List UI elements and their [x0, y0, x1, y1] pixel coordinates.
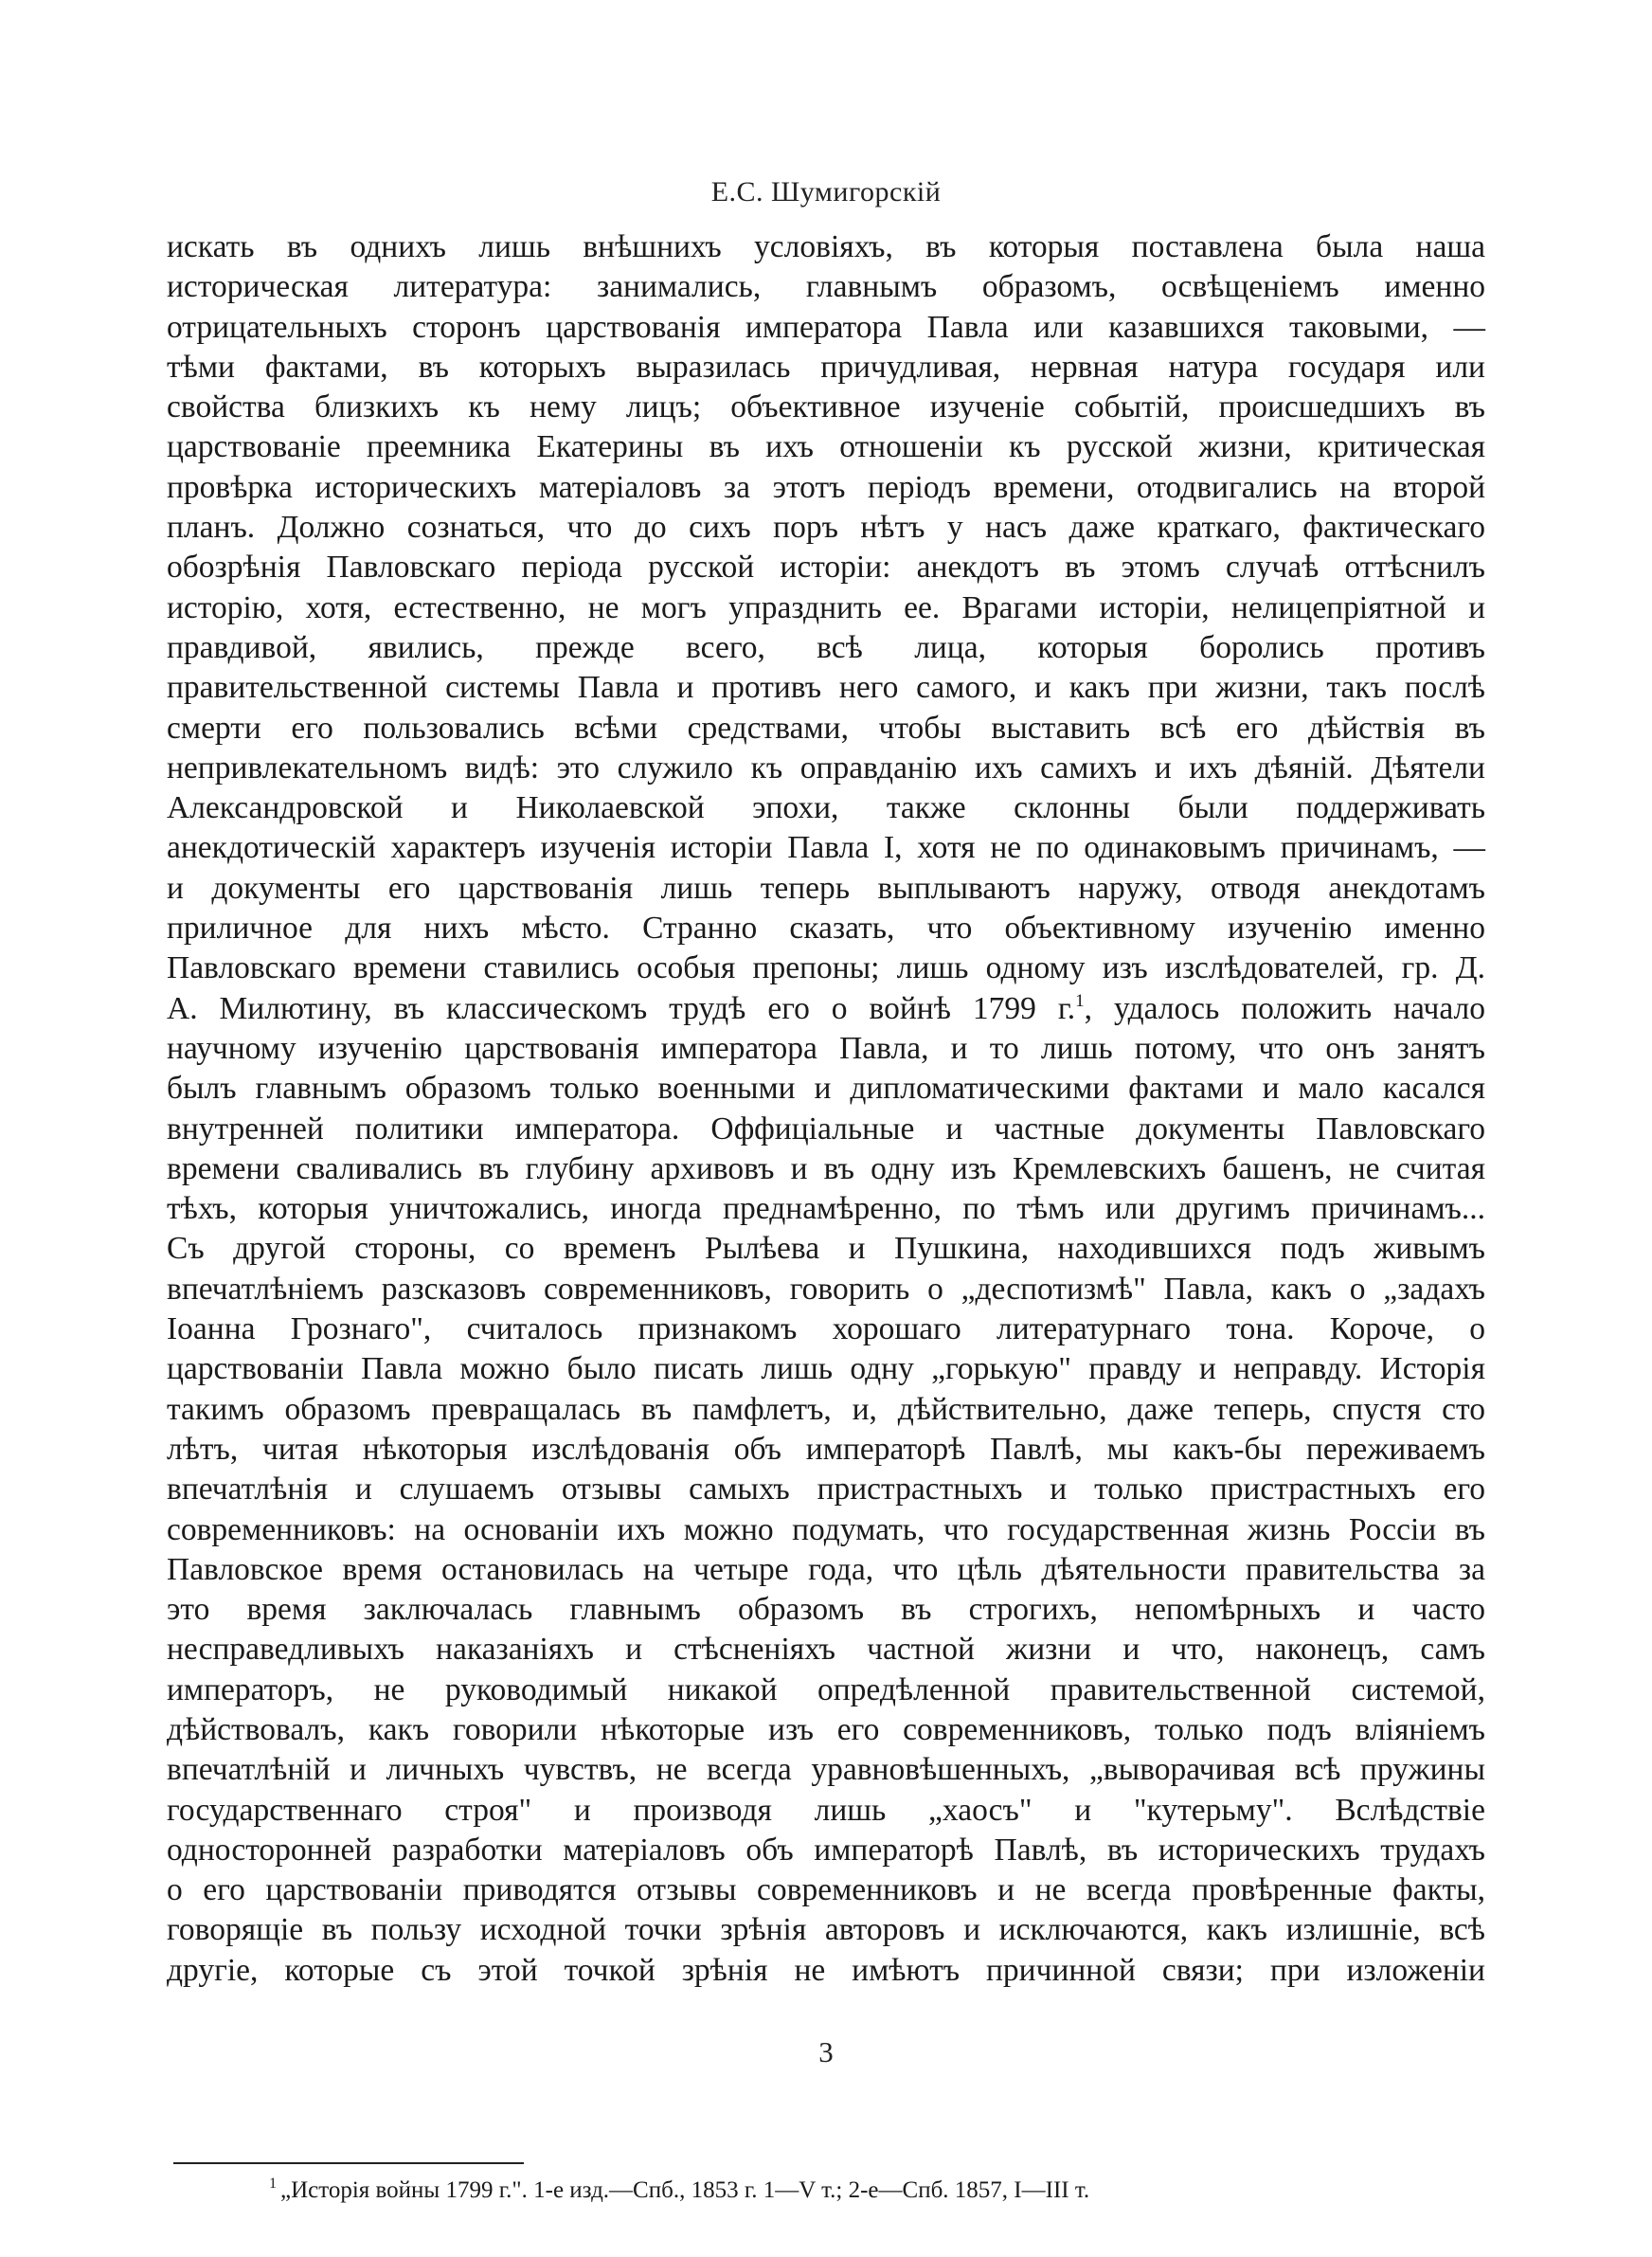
page-number: 3 [818, 2035, 834, 2068]
text-line-tail: , удалось положить начало [1084, 990, 1485, 1026]
text-line-with-footnote-ref [167, 989, 1485, 1029]
text-line: современниковъ: на основаніи ихъ можно подумать, что государственная жизнь Россіи въ [167, 1511, 1485, 1547]
text-line: Александровской и Николаевской эпохи, также склонны были поддерживать [167, 790, 1485, 826]
text-line: правдивой, явились, прежде всего, всѣ лица, которыя боролись противъ [167, 629, 1485, 665]
text-line: провѣрка историческихъ матеріаловъ за этотъ періодъ времени, отодвигались на второй [167, 469, 1485, 505]
text-line: правительственной системы Павла и противъ него самого, и какъ при жизни, такъ послѣ [167, 670, 1485, 706]
text-line: исторію, хотя, естественно, не могъ упразднить ее. Врагами исторіи, нелицепріятной и [167, 589, 1485, 625]
text-line: царствованіи Павла можно было писать лишь одну „горькую" правду и неправду. Исторія [167, 1351, 1485, 1387]
text-line: такимъ образомъ превращалась въ памфлетъ, и, дѣйствительно, даже теперь, спустя сто [167, 1391, 1485, 1427]
text-line: другіе, которые съ этой точкой зрѣнія не имѣютъ причинной связи; при изложеніи [167, 1952, 1485, 1988]
text-line: Іоанна Грознаго", считалось признакомъ хорошаго литературнаго тона. Короче, о [167, 1311, 1485, 1347]
body-text [167, 227, 1485, 1991]
text-line: лѣтъ, читая нѣкоторыя изслѣдованія объ императорѣ Павлѣ, мы какъ-бы переживаемъ [167, 1431, 1485, 1467]
text-line: историческая литература: занимались, главнымъ образомъ, освѣщеніемъ именно [167, 269, 1485, 305]
text-line: царствованіе преемника Екатерины въ ихъ отношеніи къ русской жизни, критическая [167, 429, 1485, 465]
text-line: Съ другой стороны, со временъ Рылѣева и Пушкина, находившихся подъ живымъ [167, 1231, 1485, 1267]
text-line: отрицательныхъ сторонъ царствованія императора Павла или казавшихся таковыми, — [167, 309, 1485, 345]
text-line: научному изученію царствованія императора Павла, и то лишь потому, что онъ занятъ [167, 1030, 1485, 1066]
text-line: смерти его пользовались всѣми средствами, чтобы выставить всѣ его дѣйствія въ [167, 710, 1485, 746]
footnote [269, 2176, 1089, 2206]
running-title: Е.С. Шумигорскій [710, 176, 942, 208]
text-line: былъ главнымъ образомъ только военными и дипломатическими фактами и мало касался [167, 1071, 1485, 1107]
text-line: впечатлѣніемъ разсказовъ современниковъ, говорить о „деспотизмѣ" Павла, какъ о „задахъ [167, 1271, 1485, 1307]
text-line: это время заключалась главнымъ образомъ въ строгихъ, непомѣрныхъ и часто [167, 1592, 1485, 1628]
footnote-marker: 1 [269, 2176, 277, 2192]
text-line: приличное для нихъ мѣсто. Странно сказать, что объективному изученію именно [167, 911, 1485, 947]
text-line: внутренней политики императора. Оффиціальные и частные документы Павловскаго [167, 1110, 1485, 1147]
text-line: тѣми фактами, въ которыхъ выразилась причудливая, нервная натура государя или [167, 349, 1485, 385]
text-line: говорящіе въ пользу исходной точки зрѣнія авторовъ и исключаются, какъ излишніе, всѣ [167, 1912, 1485, 1948]
text-line: и документы его царствованія лишь теперь выплываютъ наружу, отводя анекдотамъ [167, 870, 1485, 906]
text-line: несправедливыхъ наказаніяхъ и стѣсненіяхъ частной жизни и что, наконецъ, самъ [167, 1632, 1485, 1668]
text-line: дѣйствовалъ, какъ говорили нѣкоторые изъ его современниковъ, только подъ вліяніемъ [167, 1711, 1485, 1747]
text-line: искать въ однихъ лишь внѣшнихъ условіяхъ, въ которыя поставлена была наша [167, 229, 1485, 264]
text-line: тѣхъ, которыя уничтожались, иногда преднамѣренно, по тѣмъ или другимъ причинамъ... [167, 1191, 1485, 1227]
text-line: впечатлѣній и личныхъ чувствъ, не всегда уравновѣшенныхъ, „выворачивая всѣ пружины [167, 1752, 1485, 1788]
text-line: императоръ, не руководимый никакой опредѣленной правительственной системой, [167, 1671, 1485, 1707]
text-line: впечатлѣнія и слушаемъ отзывы самыхъ пристрастныхъ и только пристрастныхъ его [167, 1472, 1485, 1508]
text-line-head: А. Милютину, въ классическомъ трудѣ его о войнѣ 1799 г. [167, 990, 1076, 1026]
text-line: свойства близкихъ къ нему лицъ; объективное изученіе событій, происшедшихъ въ [167, 389, 1485, 425]
footnote-text: „Исторія войны 1799 г.". 1-е изд.—Спб., 1853 г. 1—V т.; 2-е—Спб. 1857, I—III т. [280, 2177, 1090, 2203]
text-line: государственнаго строя" и производя лишь „хаосъ" и "кутерьму". Вслѣдствіе [167, 1792, 1485, 1828]
text-line: непривлекательномъ видѣ: это служило къ оправданію ихъ самихъ и ихъ дѣяній. Дѣятели [167, 749, 1485, 785]
text-line: анекдотическій характеръ изученія исторіи Павла I, хотя не по одинаковымъ причинамъ, — [167, 830, 1485, 866]
text-line: Павловское время остановилась на четыре года, что цѣль дѣятельности правительства за [167, 1551, 1485, 1587]
footnote-reference: 1 [1075, 990, 1085, 1011]
text-line: планъ. Должно сознаться, что до сихъ поръ нѣтъ у насъ даже краткаго, фактическаго [167, 510, 1485, 546]
text-line: односторонней разработки матеріаловъ объ императорѣ Павлѣ, въ историческихъ трудахъ [167, 1832, 1485, 1868]
text-line: обозрѣнія Павловскаго періода русской исторіи: анекдотъ въ этомъ случаѣ оттѣснилъ [167, 550, 1485, 586]
text-line: Павловскаго времени ставились особыя препоны; лишь одному изъ изслѣдователей, гр. Д. [167, 950, 1485, 986]
footnote-divider [173, 2162, 524, 2164]
text-line: о его царствованіи приводятся отзывы современниковъ и не всегда провѣренные факты, [167, 1872, 1485, 1908]
text-line: времени сваливались въ глубину архивовъ и въ одну изъ Кремлевскихъ башенъ, не считая [167, 1150, 1485, 1186]
